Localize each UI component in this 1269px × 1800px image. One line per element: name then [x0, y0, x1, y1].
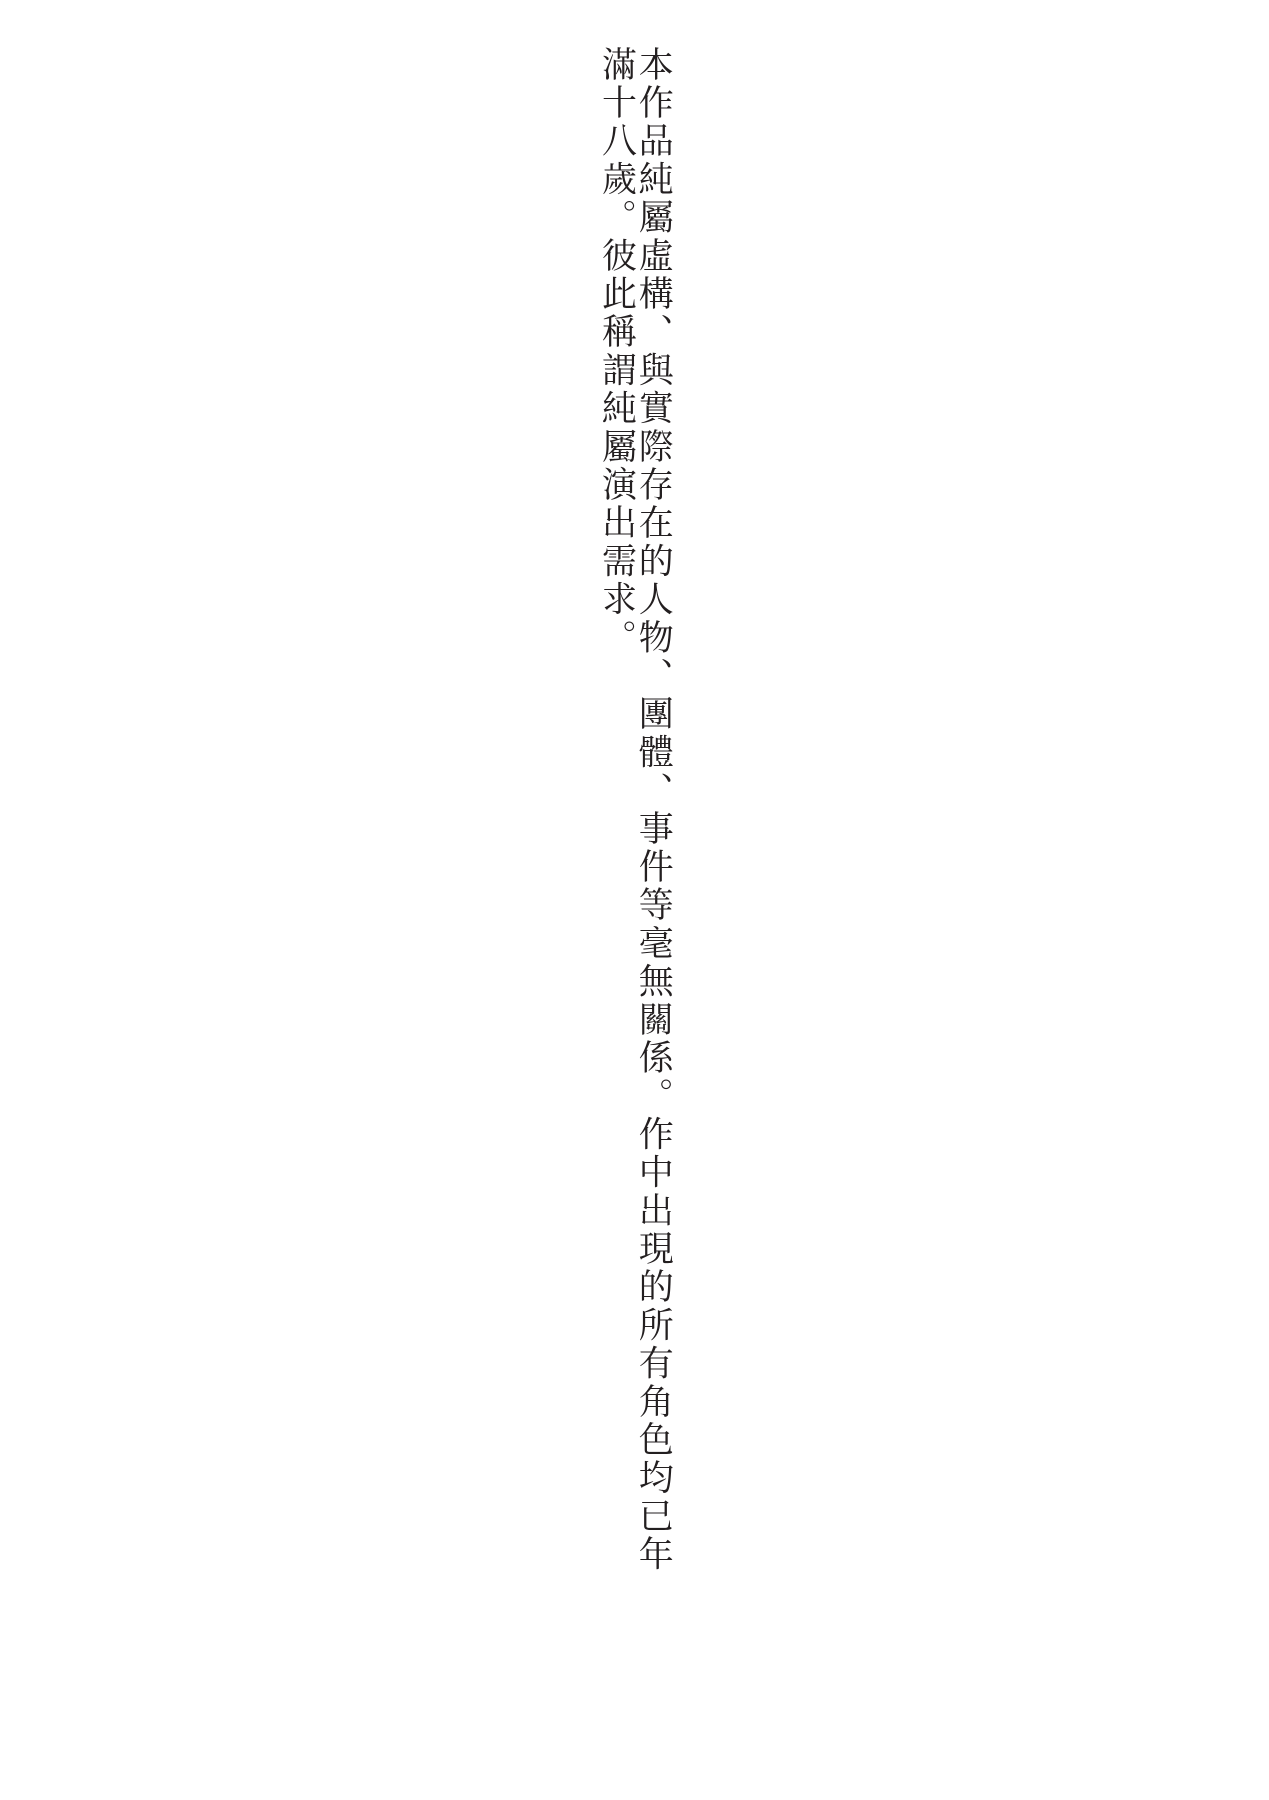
disclaimer-text: 本作品純屬虛構、與實際存在的人物、團體、事件等毫無關係。作中出現的所有角色均已年滿十八歲。彼此稱謂純屬演出需求。 [596, 46, 674, 1574]
disclaimer-container [0, 46, 1269, 1756]
